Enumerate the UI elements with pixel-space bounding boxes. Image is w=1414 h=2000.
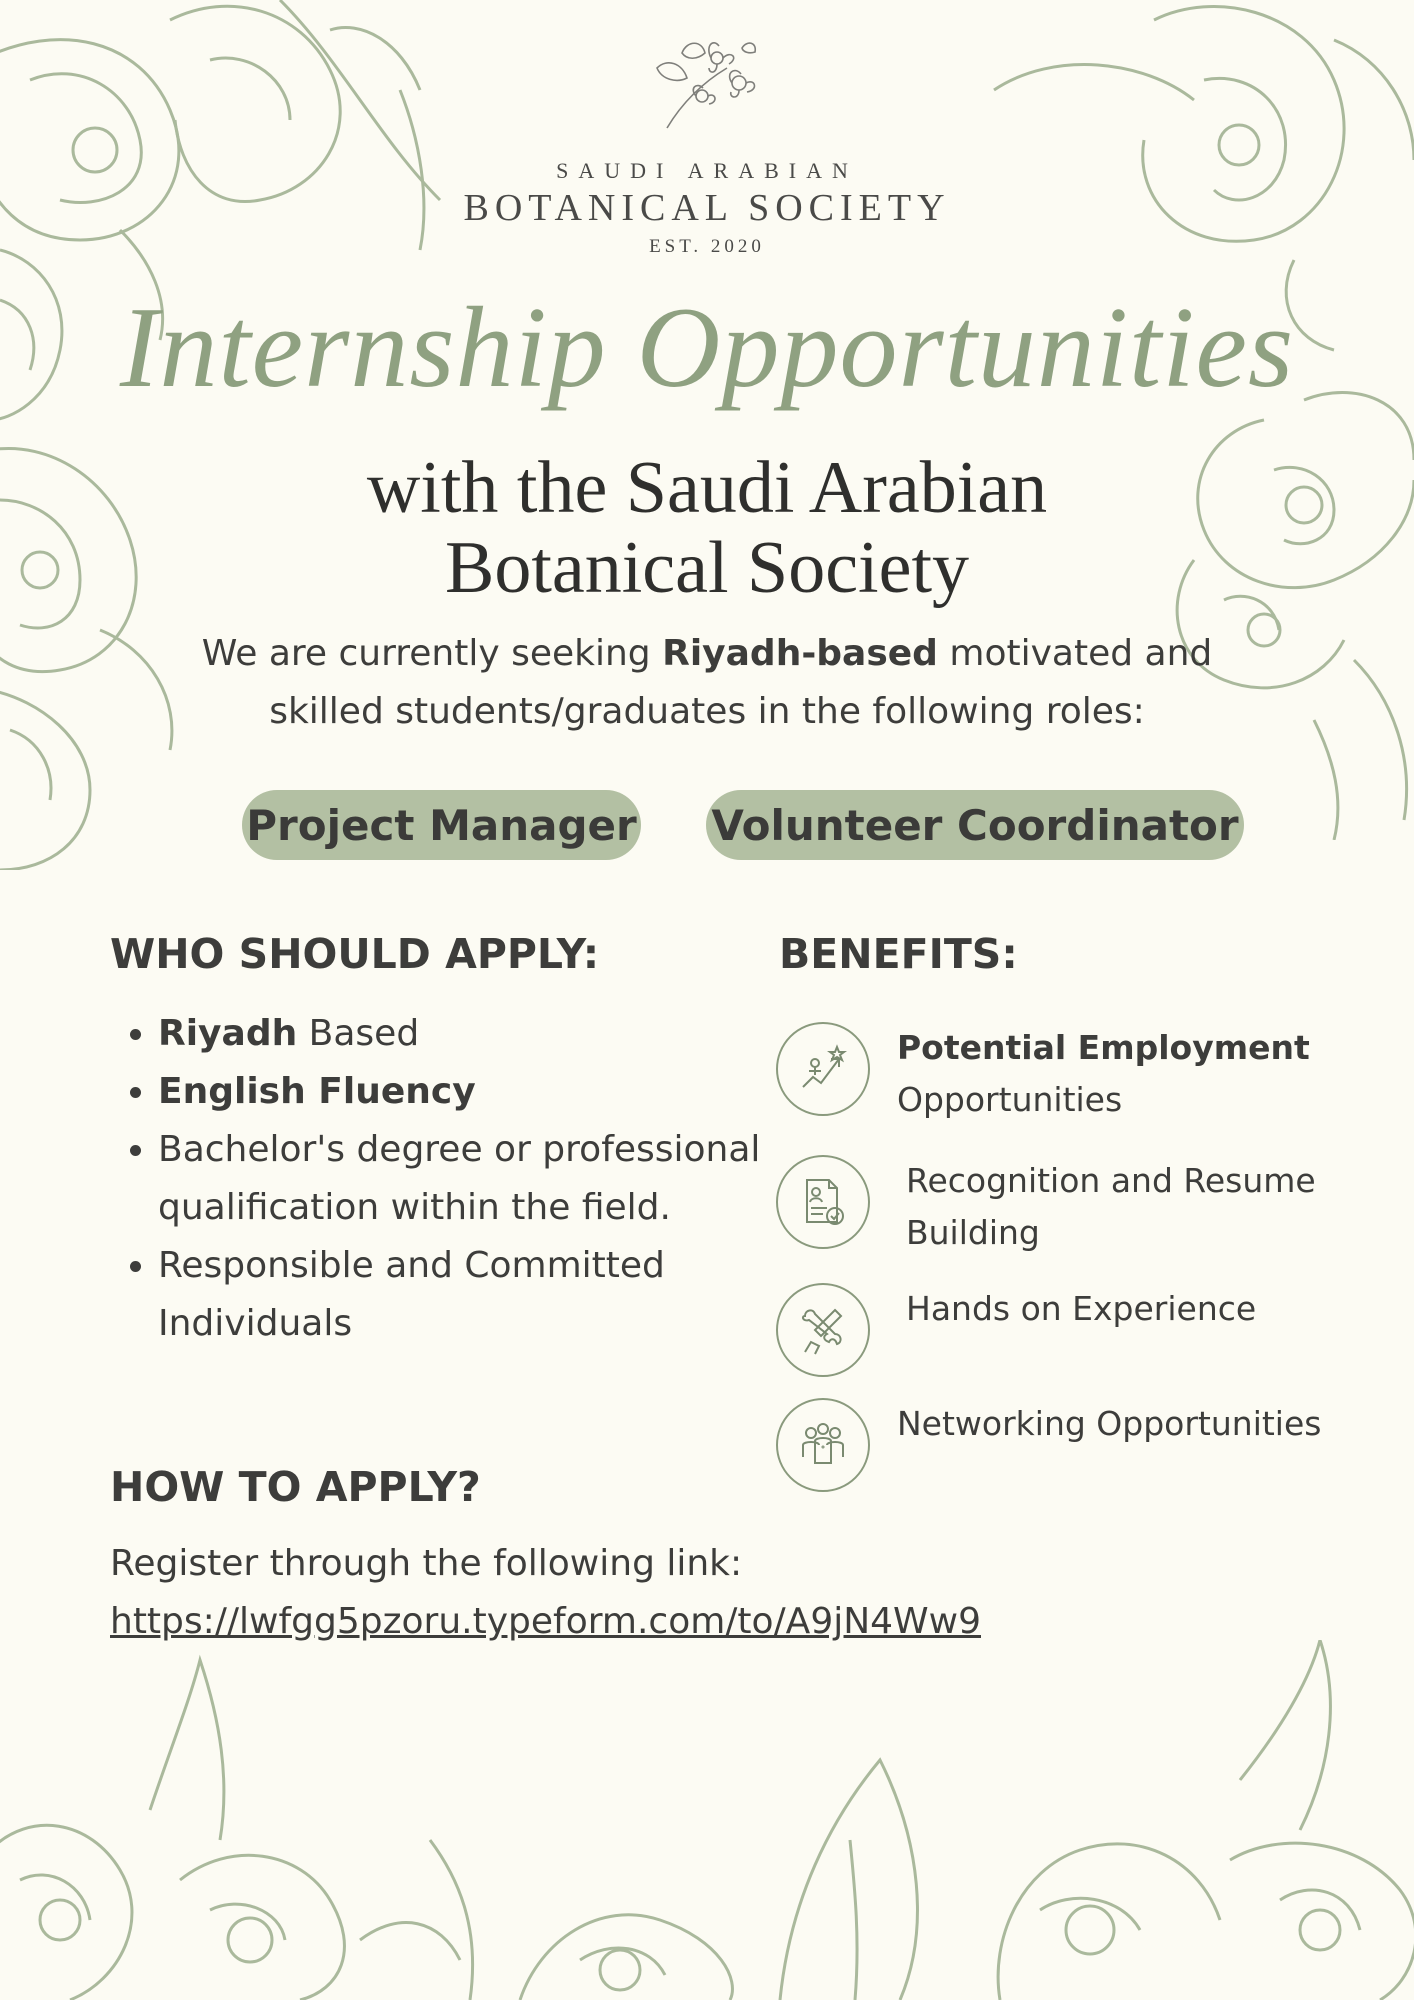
benefit-text (897, 1022, 1310, 1126)
how-to-apply-heading: HOW TO APPLY? (110, 1463, 481, 1511)
resume-icon (776, 1155, 870, 1249)
benefit-bold: Potential Employment (897, 1028, 1310, 1067)
list-item (158, 1237, 798, 1353)
benefit-label: Recognition and Resume Building (906, 1161, 1316, 1252)
org-established: EST. 2020 (649, 236, 765, 257)
org-name-line2: BOTANICAL SOCIETY (463, 187, 951, 229)
career-growth-icon (776, 1022, 870, 1116)
intro-part1: We are currently seeking (201, 633, 663, 674)
benefit-item (776, 1022, 1336, 1122)
intro-part2: motivated and (937, 633, 1213, 674)
floral-bottom-decoration (0, 1640, 1414, 2000)
tools-hand-icon (776, 1283, 870, 1377)
list-item (158, 1121, 798, 1237)
list-item-text: Based (297, 1013, 420, 1054)
apply-instructions (110, 1535, 981, 1651)
list-item-bold: Riyadh (158, 1013, 298, 1054)
benefit-item (776, 1398, 1336, 1498)
intro-line1 (0, 625, 1414, 683)
benefit-item (776, 1155, 1336, 1255)
people-network-icon (776, 1398, 870, 1492)
intro-line2: skilled students/graduates in the following roles: (269, 691, 1145, 732)
apply-link[interactable]: https://lwfgg5pzoru.typeform.com/to/A9jN4Ww9 (110, 1601, 981, 1642)
subtitle-line1: with the Saudi Arabian (366, 447, 1048, 529)
benefit-label: Opportunities (897, 1080, 1123, 1119)
who-should-apply-list (108, 1005, 798, 1353)
role-pill-volunteer-coordinator: Volunteer Coordinator (706, 790, 1244, 860)
list-item (158, 1063, 798, 1121)
benefit-label: Networking Opportunities (897, 1404, 1322, 1443)
org-name-line1: SAUDI ARABIAN (556, 158, 858, 183)
subtitle (0, 448, 1414, 608)
intro-bold: Riyadh-based (662, 633, 938, 674)
who-should-apply-heading: WHO SHOULD APPLY: (110, 930, 600, 978)
list-item-text: Responsible and Committed Individuals (158, 1245, 665, 1344)
page-title: Internship Opportunities (119, 284, 1295, 412)
role-pill-project-manager: Project Manager (242, 790, 641, 860)
list-item-text: Bachelor's degree or professional qualification within the field. (158, 1129, 761, 1228)
intro-text (0, 625, 1414, 741)
org-logo (0, 28, 1414, 258)
benefit-item (776, 1283, 1336, 1383)
subtitle-line2: Botanical Society (444, 527, 970, 609)
benefits-heading: BENEFITS: (779, 930, 1018, 978)
list-item-bold: English Fluency (158, 1071, 476, 1112)
flower-logo-icon (647, 28, 767, 138)
list-item (158, 1005, 798, 1063)
benefit-label: Hands on Experience (906, 1289, 1257, 1328)
apply-text: Register through the following link: (110, 1543, 743, 1584)
